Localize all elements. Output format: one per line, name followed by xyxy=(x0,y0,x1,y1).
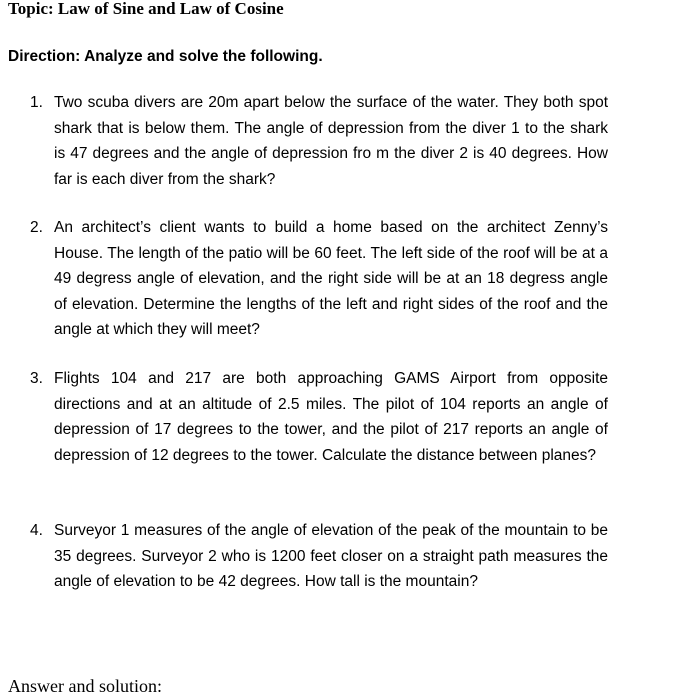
problem-number: 1. xyxy=(30,94,43,111)
problem-item-2 xyxy=(30,215,608,343)
problem-item-1 xyxy=(30,90,608,192)
problem-text: An architect’s client wants to build a home based on the architect Zenny’s House. The length of the patio will be 60 feet. The left side of the roof will be at a 49 degress angle of elevation, and the right side will be at an 18 degress angle of elevation. Determine the lengths of the left and right sides of the roof and the angle at which they will meet? xyxy=(54,219,608,338)
page-title: Topic: Law of Sine and Law of Cosine xyxy=(8,0,284,18)
problem-number: 3. xyxy=(30,370,43,387)
problem-text: Surveyor 1 measures of the angle of elevation of the peak of the mountain to be 35 degrees. Surveyor 2 who is 1200 feet closer on a straight path measures the angle of elevation to be 42 degrees. How tall is the mountain? xyxy=(54,522,608,590)
direction-heading: Direction: Analyze and solve the following. xyxy=(8,48,323,65)
problem-number: 4. xyxy=(30,522,43,539)
answer-label: Answer and solution: xyxy=(8,676,162,696)
problem-item-4 xyxy=(30,518,608,595)
problem-item-3 xyxy=(30,366,608,468)
problem-number: 2. xyxy=(30,219,43,236)
problem-text: Flights 104 and 217 are both approaching GAMS Airport from opposite directions and at an altitude of 2.5 miles. The pilot of 104 reports an angle of depression of 17 degrees to the tower, and the pilot of 217 reports an angle of depression of 12 degrees to the tower. Calculate the distance between planes? xyxy=(54,370,608,464)
problem-text: Two scuba divers are 20m apart below the surface of the water. They both spot shark that is below them. The angle of depression from the diver 1 to the shark is 47 degrees and the angle of depression fro m the diver 2 is 40 degrees. How far is each diver from the shark? xyxy=(54,94,608,188)
